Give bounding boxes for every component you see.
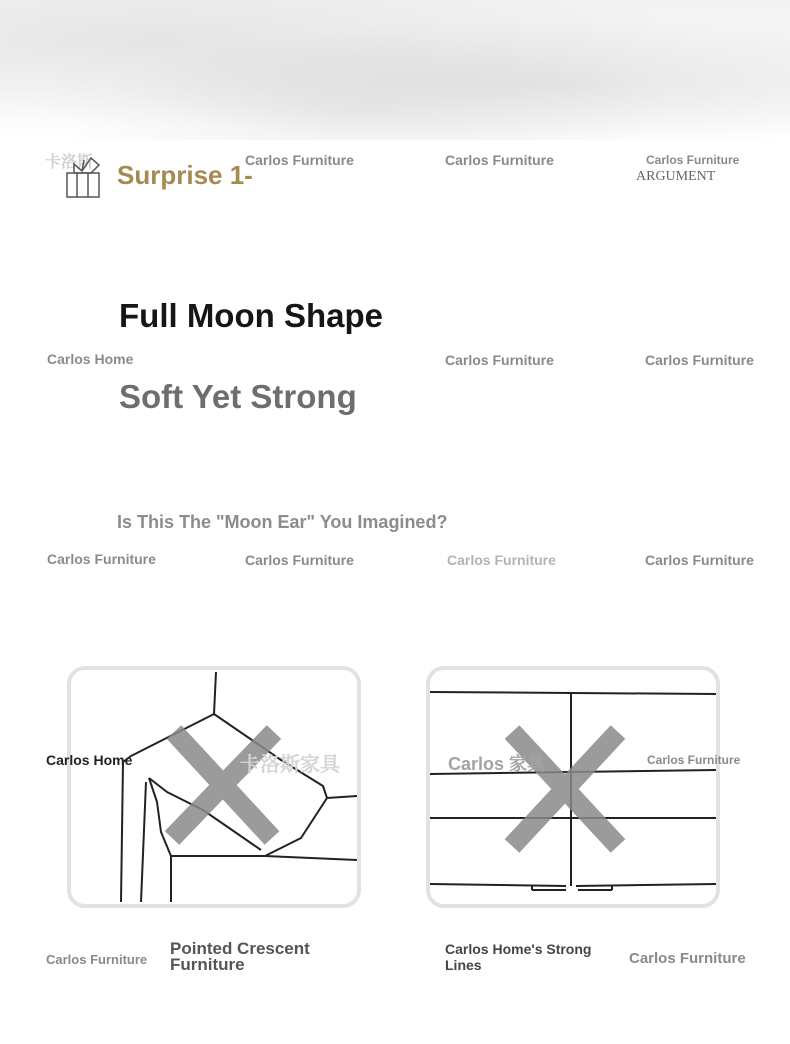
surprise-label: Surprise 1- [117,160,253,190]
watermark: Carlos Home [46,752,133,768]
watermark-cn-brand: 卡洛斯 [45,152,94,171]
subtitle: Soft Yet Strong [119,378,357,415]
watermark: Carlos Furniture [647,753,741,767]
comparison-card-pointed-crescent [67,666,361,908]
watermark: Carlos Home [47,351,134,367]
watermark-cn: 卡洛斯家具 [240,752,340,776]
comparison-card-strong-lines [426,666,720,908]
brand-mark-argument: ARGUMENT [636,169,716,184]
caption-pointed-crescent: Pointed Crescent Furniture [170,939,310,974]
watermark: Carlos Furniture [445,152,554,168]
paper-texture-banner [0,0,790,140]
watermark: Carlos Furniture [645,352,754,368]
watermark: Carlos Furniture [245,552,354,568]
watermark: Carlos Furniture [447,552,556,568]
cross-mark-icon [71,670,357,904]
watermark: Carlos Furniture [245,152,354,168]
watermark: Carlos Furniture [646,153,740,167]
question-text: Is This The "Moon Ear" You Imagined? [117,512,448,532]
cross-mark-icon [430,670,716,904]
watermark: Carlos 家具 [448,754,546,774]
watermark: Carlos Furniture [445,352,554,368]
caption-strong-lines: Carlos Home's Strong Lines [445,941,592,973]
main-title: Full Moon Shape [119,297,383,334]
gift-icon [64,156,104,200]
watermark: Carlos Furniture [46,952,148,967]
watermark: Carlos Furniture [629,950,746,967]
watermark: Carlos Furniture [645,552,754,568]
watermark: Carlos Furniture [47,551,156,567]
